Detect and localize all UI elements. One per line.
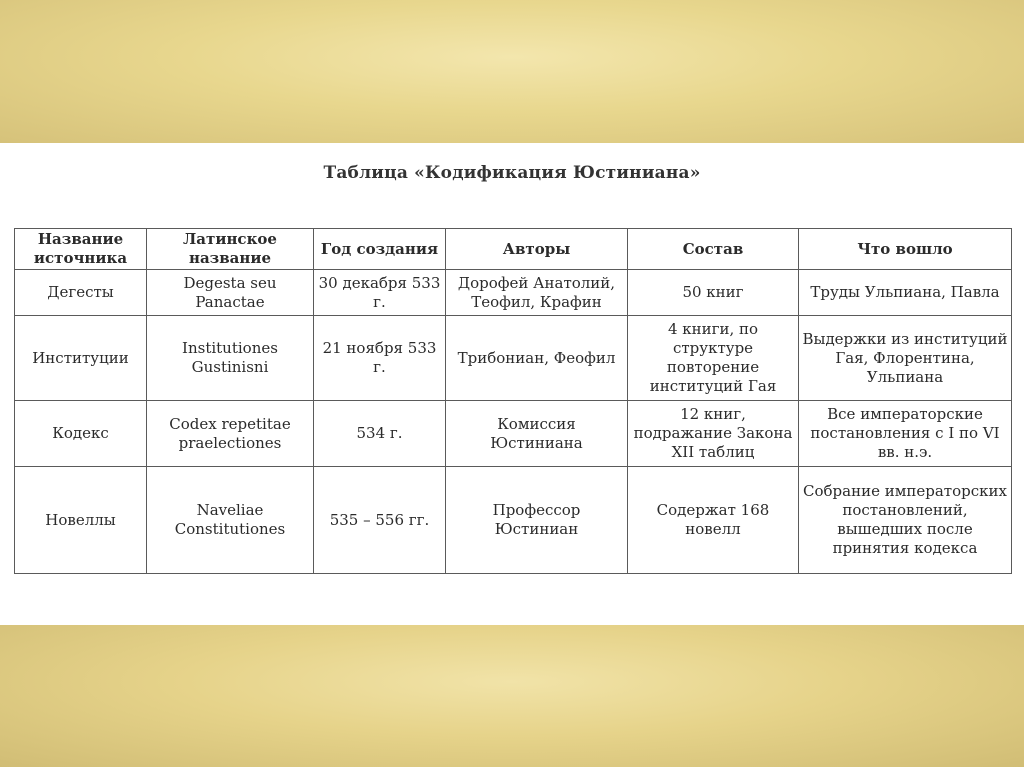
cell-year: 534 г. [314, 401, 446, 467]
cell-composition: 4 книги, по структуре повторение институций Гая [628, 316, 799, 401]
header-contents: Что вошло [799, 229, 1012, 270]
header-latin-name: Латинское название [147, 229, 314, 270]
cell-latin-name: Naveliae Constitutiones [147, 467, 314, 574]
codification-table [14, 228, 1012, 574]
cell-composition: 50 книг [628, 270, 799, 316]
header-source-name: Название источника [15, 229, 147, 270]
table-row [15, 316, 1012, 401]
cell-authors: Комиссия Юстиниана [446, 401, 628, 467]
cell-source-name: Новеллы [15, 467, 147, 574]
cell-contents: Труды Ульпиана, Павла [799, 270, 1012, 316]
bottom-decorative-band [0, 625, 1024, 767]
cell-latin-name: Codex repetitae praelectiones [147, 401, 314, 467]
cell-authors: Дорофей Анатолий, Теофил, Крафин [446, 270, 628, 316]
header-composition: Состав [628, 229, 799, 270]
cell-composition: Содержат 168 новелл [628, 467, 799, 574]
cell-authors: Профессор Юстиниан [446, 467, 628, 574]
cell-year: 21 ноября 533 г. [314, 316, 446, 401]
cell-year: 535 – 556 гг. [314, 467, 446, 574]
table-row [15, 467, 1012, 574]
table-header-row [15, 229, 1012, 270]
cell-authors: Трибониан, Феофил [446, 316, 628, 401]
cell-year: 30 декабря 533 г. [314, 270, 446, 316]
header-year: Год создания [314, 229, 446, 270]
table-row [15, 270, 1012, 316]
table-row [15, 401, 1012, 467]
cell-contents: Все императорские постановления с I по VI вв. н.э. [799, 401, 1012, 467]
cell-source-name: Институции [15, 316, 147, 401]
top-decorative-band [0, 0, 1024, 143]
table-title: Таблица «Кодификация Юстиниана» [323, 163, 701, 183]
document-sheet [0, 143, 1024, 625]
cell-latin-name: Institutiones Gustinisni [147, 316, 314, 401]
header-authors: Авторы [446, 229, 628, 270]
cell-latin-name: Degesta seu Panactae [147, 270, 314, 316]
cell-contents: Собрание императорских постановлений, вышедших после принятия кодекса [799, 467, 1012, 574]
cell-source-name: Дегесты [15, 270, 147, 316]
cell-composition: 12 книг, подражание Закона XII таблиц [628, 401, 799, 467]
cell-source-name: Кодекс [15, 401, 147, 467]
cell-contents: Выдержки из институций Гая, Флорентина, Ульпиана [799, 316, 1012, 401]
